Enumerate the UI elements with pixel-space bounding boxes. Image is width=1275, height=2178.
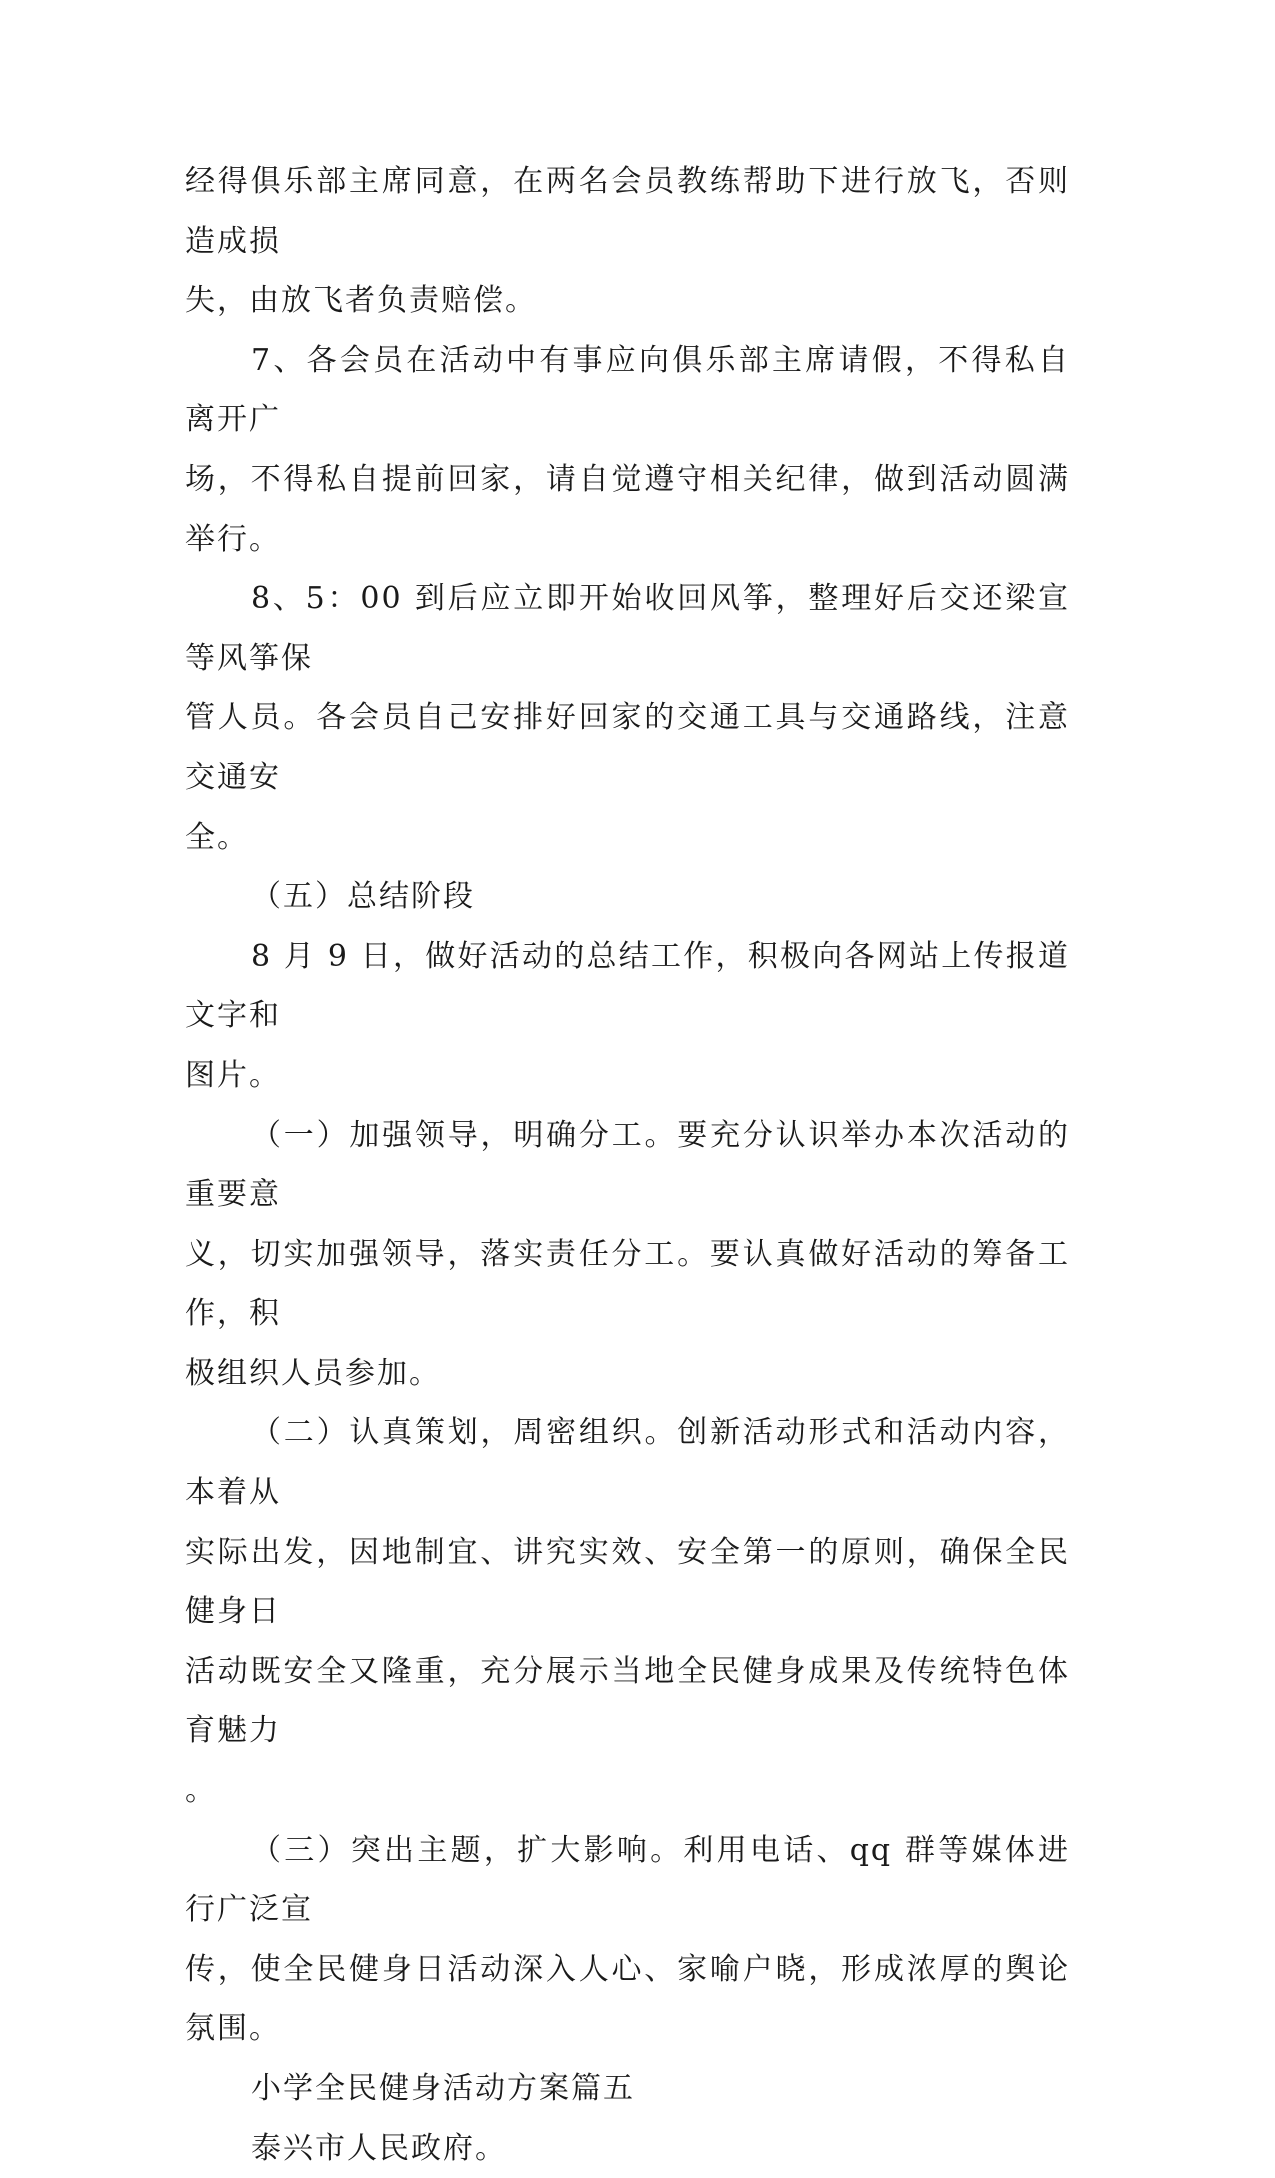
line-21: 泰兴市人民政府。 xyxy=(251,2130,507,2166)
line-03: 7、各会员在活动中有事应向俱乐部主席请假，不得私自离开广 xyxy=(185,342,1070,438)
line-12: 义，切实加强领导，落实责任分工。要认真做好活动的筹备工作，积 xyxy=(185,1236,1070,1332)
line-18: （三）突出主题，扩大影响。利用电话、qq 群等媒体进行广泛宣 xyxy=(185,1832,1070,1928)
line-16: 活动既安全又隆重，充分展示当地全民健身成果及传统特色体育魅力 xyxy=(185,1653,1070,1749)
section-title-part-five: 小学全民健身活动方案篇五 xyxy=(251,2071,635,2106)
document-body xyxy=(185,152,1070,2178)
line-13: 极组织人员参加。 xyxy=(185,1355,441,1391)
line-17: 。 xyxy=(185,1773,217,1809)
section-heading-summary: （五）总结阶段 xyxy=(251,879,475,915)
line-02: 失，由放飞者负责赔偿。 xyxy=(185,283,537,319)
line-10: 图片。 xyxy=(185,1057,281,1093)
line-05: 8、5：00 到后应立即开始收回风筝，整理好后交还梁宣等风筝保 xyxy=(185,581,1070,676)
line-06: 管人员。各会员自己安排好回家的交通工具与交通路线，注意交通安 xyxy=(185,700,1070,795)
line-14: （二）认真策划，周密组织。创新活动形式和活动内容，本着从 xyxy=(185,1415,1070,1511)
line-09: 8 月 9 日，做好活动的总结工作，积极向各网站上传报道文字和 xyxy=(185,938,1070,1034)
line-07: 全。 xyxy=(185,819,249,855)
line-01: 经得俱乐部主席同意，在两名会员教练帮助下进行放飞，否则造成损 xyxy=(185,164,1070,259)
line-15: 实际出发，因地制宜、讲究实效、安全第一的原则，确保全民健身日 xyxy=(185,1534,1070,1630)
line-04: 场，不得私自提前回家，请自觉遵守相关纪律，做到活动圆满举行。 xyxy=(185,461,1070,557)
line-19: 传，使全民健身日活动深入人心、家喻户晓，形成浓厚的舆论氛围。 xyxy=(185,1951,1070,2047)
line-11: （一）加强领导，明确分工。要充分认识举办本次活动的重要意 xyxy=(185,1117,1070,1213)
